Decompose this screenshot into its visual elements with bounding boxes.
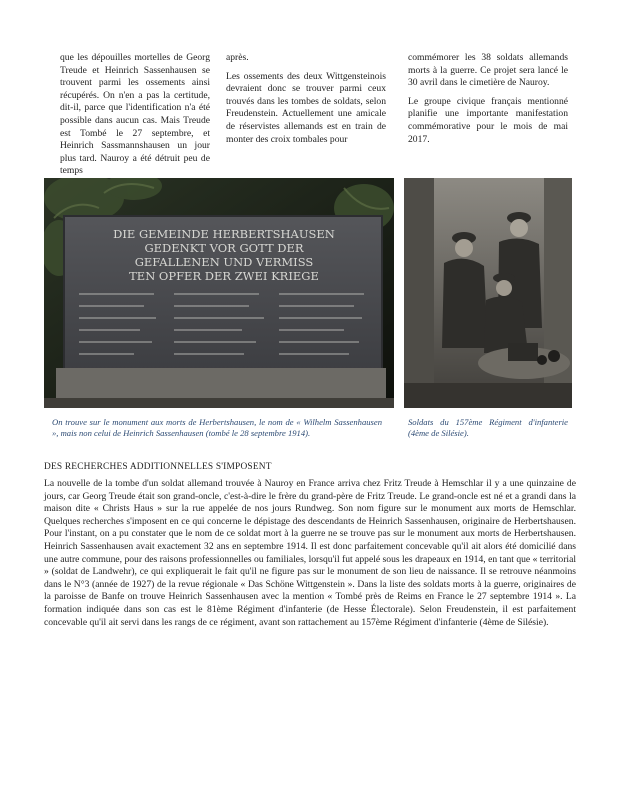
article-column-2 bbox=[226, 52, 386, 152]
soldiers-photo-caption: Soldats du 157ème Régiment d'infanterie (4ème de Silésie). bbox=[408, 417, 568, 438]
plaque-line-4: TEN OPFER DER ZWEI KRIEGE bbox=[129, 269, 319, 283]
soldiers-photo bbox=[404, 178, 572, 408]
plaque-line-2: GEDENKT VOR GOTT DER bbox=[144, 241, 304, 255]
column-3-paragraph-1: commémorer les 38 soldats allemands morts à la guerre. Ce projet sera lancé le 30 avril dans le cimetière de Nauroy. bbox=[408, 52, 568, 89]
memorial-photo-caption: On trouve sur le monument aux morts de Herbertshausen, le nom de « Wilhelm Sassenhausen », mais non celui de Heinrich Sassenhausen (tombé le 28 septembre 1914). bbox=[52, 417, 382, 438]
column-3-paragraph-2: Le groupe civique français mentionné planifie une importante manifestation commémorative pour le mois de mai 2017. bbox=[408, 95, 568, 145]
memorial-photo bbox=[44, 178, 394, 408]
column-1-paragraph: que les dépouilles mortelles de Georg Treude et Heinrich Sassenhausen se trouvent parmi les ossements ainsi récupérés. On n'en a pas la certitude, dit-il, parce que l'identification n'a été possible dans aucun cas. Mais Treude est Tombé le 27 septembre, et Heinrich Sassmannshausen un jour plus tard. Nauroy a été détruit peu de temps bbox=[60, 52, 210, 177]
plaque-line-1: DIE GEMEINDE HERBERTSHAUSEN bbox=[113, 227, 335, 241]
section-heading: DES RECHERCHES ADDITIONNELLES S'IMPOSENT bbox=[44, 462, 272, 472]
memorial-plaque-image bbox=[44, 178, 394, 408]
section-paragraph: La nouvelle de la tombe d'un soldat allemand trouvée à Nauroy en France arriva chez Fritz Treude à Hemschlar il y a une quinzaine de jours, car Georg Treude était son grand-oncle, c'est-à-dire le frère du grand-père de Fritz Treude. Le grand-oncle est né et a grandi dans la maison dite « Christs Haus » sur la rue appelée de nos jours Rundweg. Son nom figure sur le monument aux morts de Hemschlar. Quelques recherches s'imposent en ce qui concerne le dépistage des descendants de Heinrich Sassenhausen, originaire de Herbertshausen. Pour l'instant, on a pu constater que le nom de ce soldat mort à la guerre ne se trouve pas sur le monument aux morts de Herbertshausen. Heinrich Sassenhausen avait exactement 32 ans en septembre 1914. Il est donc parfaitement concevable qu'il ait alors été domicilié dans une autre commune, pour des raisons professionnelles ou familiales, lorsqu'il fut appelé sous les drapeaux en 1914, en tant que « territorial » (soldat de Landwehr), ce qui expliquerait le fait qu'il ne figure pas sur le monument de son lieu de naissance. Il se retrouve néanmoins dans le N°3 (année de 1927) de la revue régionale « Das Schöne Wittgenstein ». Dans la liste des soldats morts à la guerre, originaires de la paroisse de Banfe on trouve Heinrich Sassenhausen avec la mention « Tombé près de Reims en France le 27 septembre 1914 ». La formation indiquée dans son cas est le 81ème Régiment d'infanterie (de Hesse Électorale). Selon Freudenstein, il est parfaitement concevable qu'il ait servi dans les rangs de ce régiment, avant son rattachement au 157ème Régiment d'infanterie (4ème de Silésie). bbox=[44, 478, 576, 628]
soldiers-image bbox=[404, 178, 572, 408]
column-2-paragraph-1: après. bbox=[226, 52, 249, 63]
article-column-3 bbox=[408, 52, 568, 152]
column-2-paragraph-2: Les ossements des deux Wittgensteinois devraient donc se trouver parmi ceux trouvés dans les tombes de soldats, selon Freudenstein. Actuellement une amicale de réservistes allemands est en train de monter des croix tombales pour bbox=[226, 70, 386, 145]
plaque-line-3: GEFALLENEN UND VERMISS bbox=[134, 255, 314, 269]
article-column-1 bbox=[60, 52, 210, 184]
